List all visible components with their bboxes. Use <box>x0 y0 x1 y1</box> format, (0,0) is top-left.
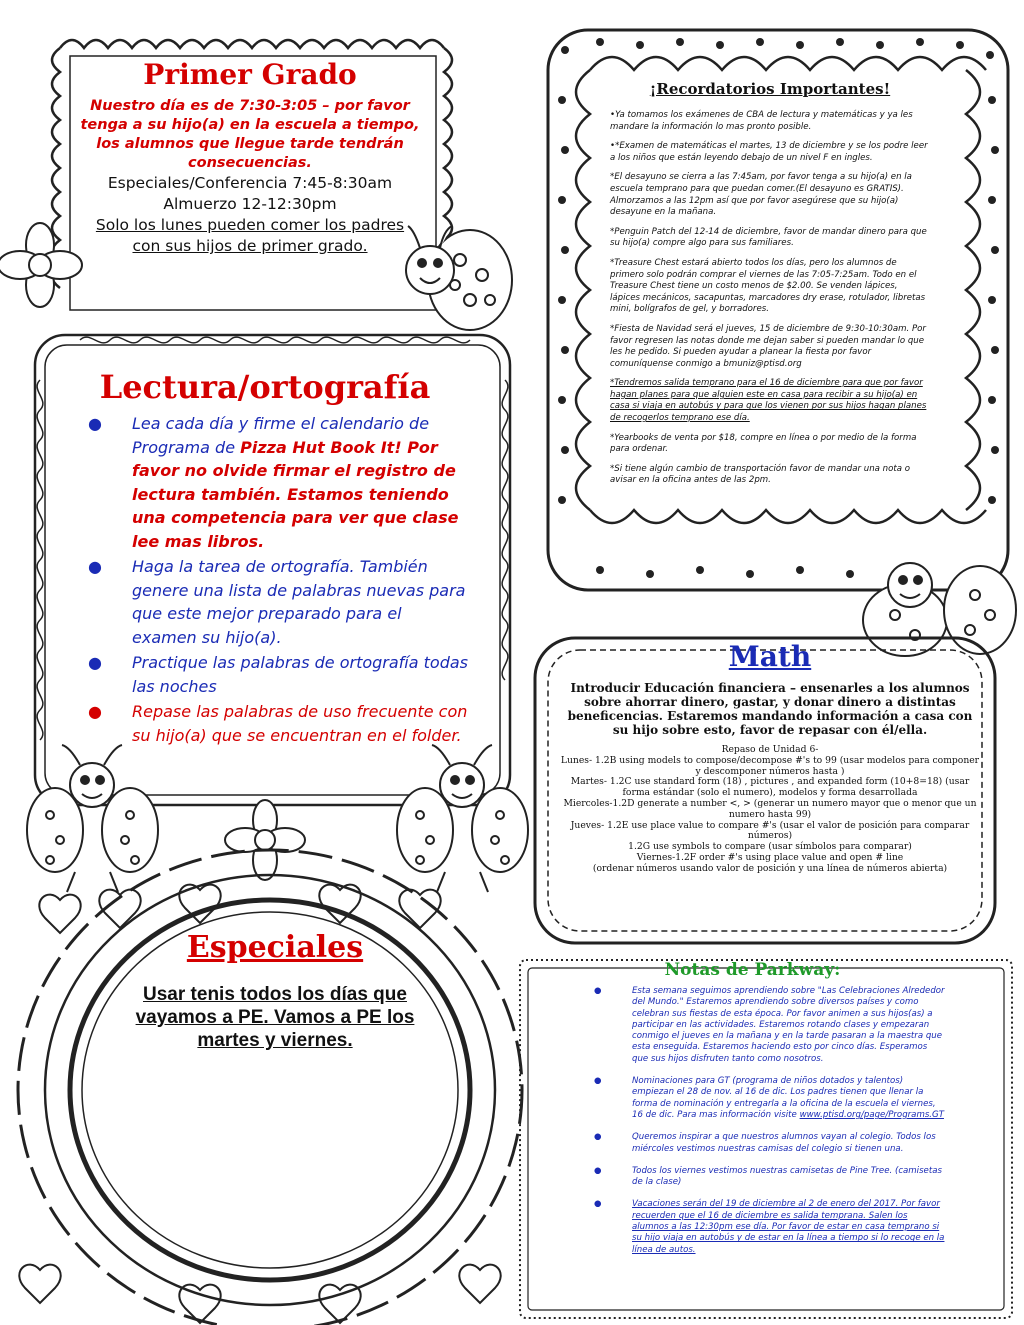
especiales-body: Usar tenis todos los días que vayamos a PE. Vamos a PE los martes y viernes. <box>135 984 415 1051</box>
lectura-list <box>60 412 470 747</box>
item-text: Practique las palabras de ortografía todas las noches <box>132 653 468 696</box>
math-intro: Introducir Educación financiera – ensenarles a los alumnos sobre ahorrar dinero, gastar, y donar dinero a distintas beneficencias. Estaremos mandando información a casa con su hijo sobre esto, favor de repasar con él/ella. <box>567 681 973 737</box>
math-title: Math <box>728 640 812 673</box>
reminder-item: *Penguin Patch del 12-14 de diciembre, favor de mandar dinero para que su hijo(a) compre algo para sus familiares. <box>610 226 927 249</box>
notas-title: Notas de Parkway: <box>664 960 841 980</box>
gt-programs-link[interactable]: www.ptisd.org/page/Programs.GT <box>799 1109 944 1120</box>
primer-grado-title: Primer Grado <box>143 58 357 91</box>
list-item <box>560 1166 945 1189</box>
bullet: ● <box>594 1199 602 1210</box>
item-text: Haga la tarea de ortografía. También genere una lista de palabras nuevas para que este mejor preparado para el examen su hijo(a). <box>132 557 466 647</box>
list-item <box>60 555 470 649</box>
list-item <box>560 986 945 1065</box>
recordatorios-section <box>610 80 930 540</box>
bullet: ● <box>594 1165 602 1176</box>
math-line: Miercoles-1.2D generate a number <, > (generar un numero mayor que o menor que un numero hasta 99) <box>563 797 977 820</box>
math-line: (ordenar números usando valor de posición y una línea de números abierta) <box>592 862 948 874</box>
especiales-title: Especiales <box>186 930 364 965</box>
bullet: ● <box>88 653 102 672</box>
schedule-notice: Nuestro día es de 7:30-3:05 – por favor tenga a su hijo(a) en la escuela a tiempo, los alumnos que llegue tarde tendrán consecuencias. <box>80 98 420 171</box>
primer-grado-section <box>80 58 420 303</box>
especiales-time: Especiales/Conferencia 7:45-8:30am <box>107 174 393 192</box>
item-text: Pizza Hut Book It! <box>240 437 402 457</box>
reminder-item: •Ya tomamos los exámenes de CBA de lectura y matemáticas y ya les mandare la información lo mas pronto posible. <box>610 110 913 132</box>
reminder-item: *Yearbooks de venta por $18, compre en línea o por medio de la forma para ordenar. <box>610 432 917 455</box>
bullet: ● <box>594 1132 602 1143</box>
recordatorios-title: ¡Recordatorios Importantes! <box>649 80 891 98</box>
reminder-item: *Treasure Chest estará abierto todos los días, pero los alumnos de primero solo podrán comprar el viernes de las 7:05-7:25am. Todo en el Treasure Chest tiene un costo menos de $2.00. Se venden lápices, lápices mecánicos, sacapuntas, marcadores dry erase, rotulador, libretas mini, bolígrafos de gel, y borradores. <box>610 257 926 315</box>
item-text: Por favor no olvide firmar el registro de lectura también. Estamos teniendo una competencia para ver que clase lee mas libros. <box>132 437 459 551</box>
reminder-item: *Tendremos salida temprano para el 16 de diciembre para que por favor hagan planes para que alguien este en casa para recibir a su hijo(a) en casa si viaja en autobús y para que los vienen por sus hijos hagan planes de recogerlos temprano ese día. <box>610 378 927 424</box>
lectura-section <box>60 368 470 788</box>
math-line: Lunes- 1.2B using models to compose/decompose #'s to 99 (usar modelos para componer y descomponer números hasta ) <box>560 754 980 777</box>
notas-section <box>560 960 945 1310</box>
reminder-item: •*Examen de matemáticas el martes, 13 de diciembre y se los podre leer a los niños que están leyendo debajo de un nivel F en ingles. <box>610 141 928 163</box>
bullet: ● <box>88 414 102 433</box>
math-line: Repaso de Unidad 6- <box>721 744 819 755</box>
item-text: Nominaciones para GT (programa de niños dotados y talentos) empiezan el 28 de nov. al 16 de dic. Los padres tienen que llenar la forma de nominación y entregarla a la oficina de la escuela el viernes, 16 de dic. Para mas información visite <box>632 1076 936 1120</box>
lectura-title: Lectura/ortografía <box>99 368 431 406</box>
list-item <box>560 1132 945 1155</box>
list-item <box>60 412 470 553</box>
reminder-item: *El desayuno se cierra a las 7:45am, por favor tenga a su hijo(a) en la escuela temprano para que puedan comer.(El desayuno es GRATIS). Almorzamos a las 12pm así que por favor asegúrese que su hijo(a) desayune en la mañana. <box>610 172 912 218</box>
bullet: ● <box>594 986 602 996</box>
math-line: Jueves- 1.2E use place value to compare #'s (usar el valor de posición para comparar números) <box>570 819 970 842</box>
list-item <box>560 1076 945 1121</box>
item-text: Esta semana seguimos aprendiendo sobre "Las Celebraciones Alrededor del Mundo." Estaremos aprendiendo sobre diversos países y como celebran sus fiestas de esta época. Por favor animen a sus hijos(as) a participar en las actividades. Estaremos rotando clases y empezaran conmigo el jueves en la mañana y en la tarde pasaran a la maestra que esta enseguida. Estaremos haciendo esto por cinco días. Esperamos que sus hijos disfruten tanto como nosotros. <box>632 986 945 1064</box>
item-text: Lea cada día y firme el calendario de Programa de <box>132 414 430 457</box>
ladybug-icon <box>406 226 512 330</box>
math-line: 1.2G use symbols to compare (usar símbolos para comparar) <box>628 841 912 853</box>
especiales-section <box>130 930 420 1150</box>
item-text: Queremos inspirar a que nuestros alumnos vayan al colegio. Todos los miércoles vestimos nuestras camisas del colegio si tienen una. <box>632 1132 936 1154</box>
math-section <box>560 640 980 880</box>
almuerzo-time: Almuerzo 12-12:30pm <box>163 195 337 213</box>
notas-list <box>560 986 945 1256</box>
bullet: ● <box>88 557 102 576</box>
lunes-note: Solo los lunes pueden comer los padres con sus hijos de primer grado. <box>95 216 405 255</box>
bullet: ● <box>594 1076 602 1087</box>
list-item <box>560 1199 945 1255</box>
math-line: Viernes-1.2F order #'s using place value and open # line <box>636 851 904 863</box>
bullet: ● <box>88 702 102 721</box>
list-item <box>60 700 470 747</box>
list-item <box>60 651 470 698</box>
item-text: Repase las palabras de uso frecuente con su hijo(a) que se encuentran en el folder. <box>132 702 468 745</box>
math-line: Martes- 1.2C use standard form (18) , pictures , and expanded form (10+8=18) (usar forma estándar (solo el numero), modelos y forma desarrollada <box>570 776 970 799</box>
item-text: Vacaciones serán del 19 de diciembre al 2 de enero del 2017. Por favor recuerden que el 16 de diciembre es salida temprana. Salen los alumnos a las 12:30pm ese día. Por favor de estar en casa temprano si su hijo viaja en autobús y de estar en la línea a tiempo si lo recoge en la línea de autos. <box>632 1199 945 1255</box>
item-text: Todos los viernes vestimos nuestras camisetas de Pine Tree. (camisetas de la clase) <box>632 1165 942 1188</box>
flower-icon <box>225 800 305 880</box>
reminder-item: *Si tiene algún cambio de transportación favor de mandar una nota o avisar en la oficina antes de las 2pm. <box>610 463 910 486</box>
reminder-item: *Fiesta de Navidad será el jueves, 15 de diciembre de 9:30-10:30am. Por favor regresen las notas donde me dejan saber si pueden mandar lo que les he pedido. Si pueden ayudar a planear la fiesta por favor comuníquense conmigo a bmuniz@ptisd.org <box>610 323 926 369</box>
